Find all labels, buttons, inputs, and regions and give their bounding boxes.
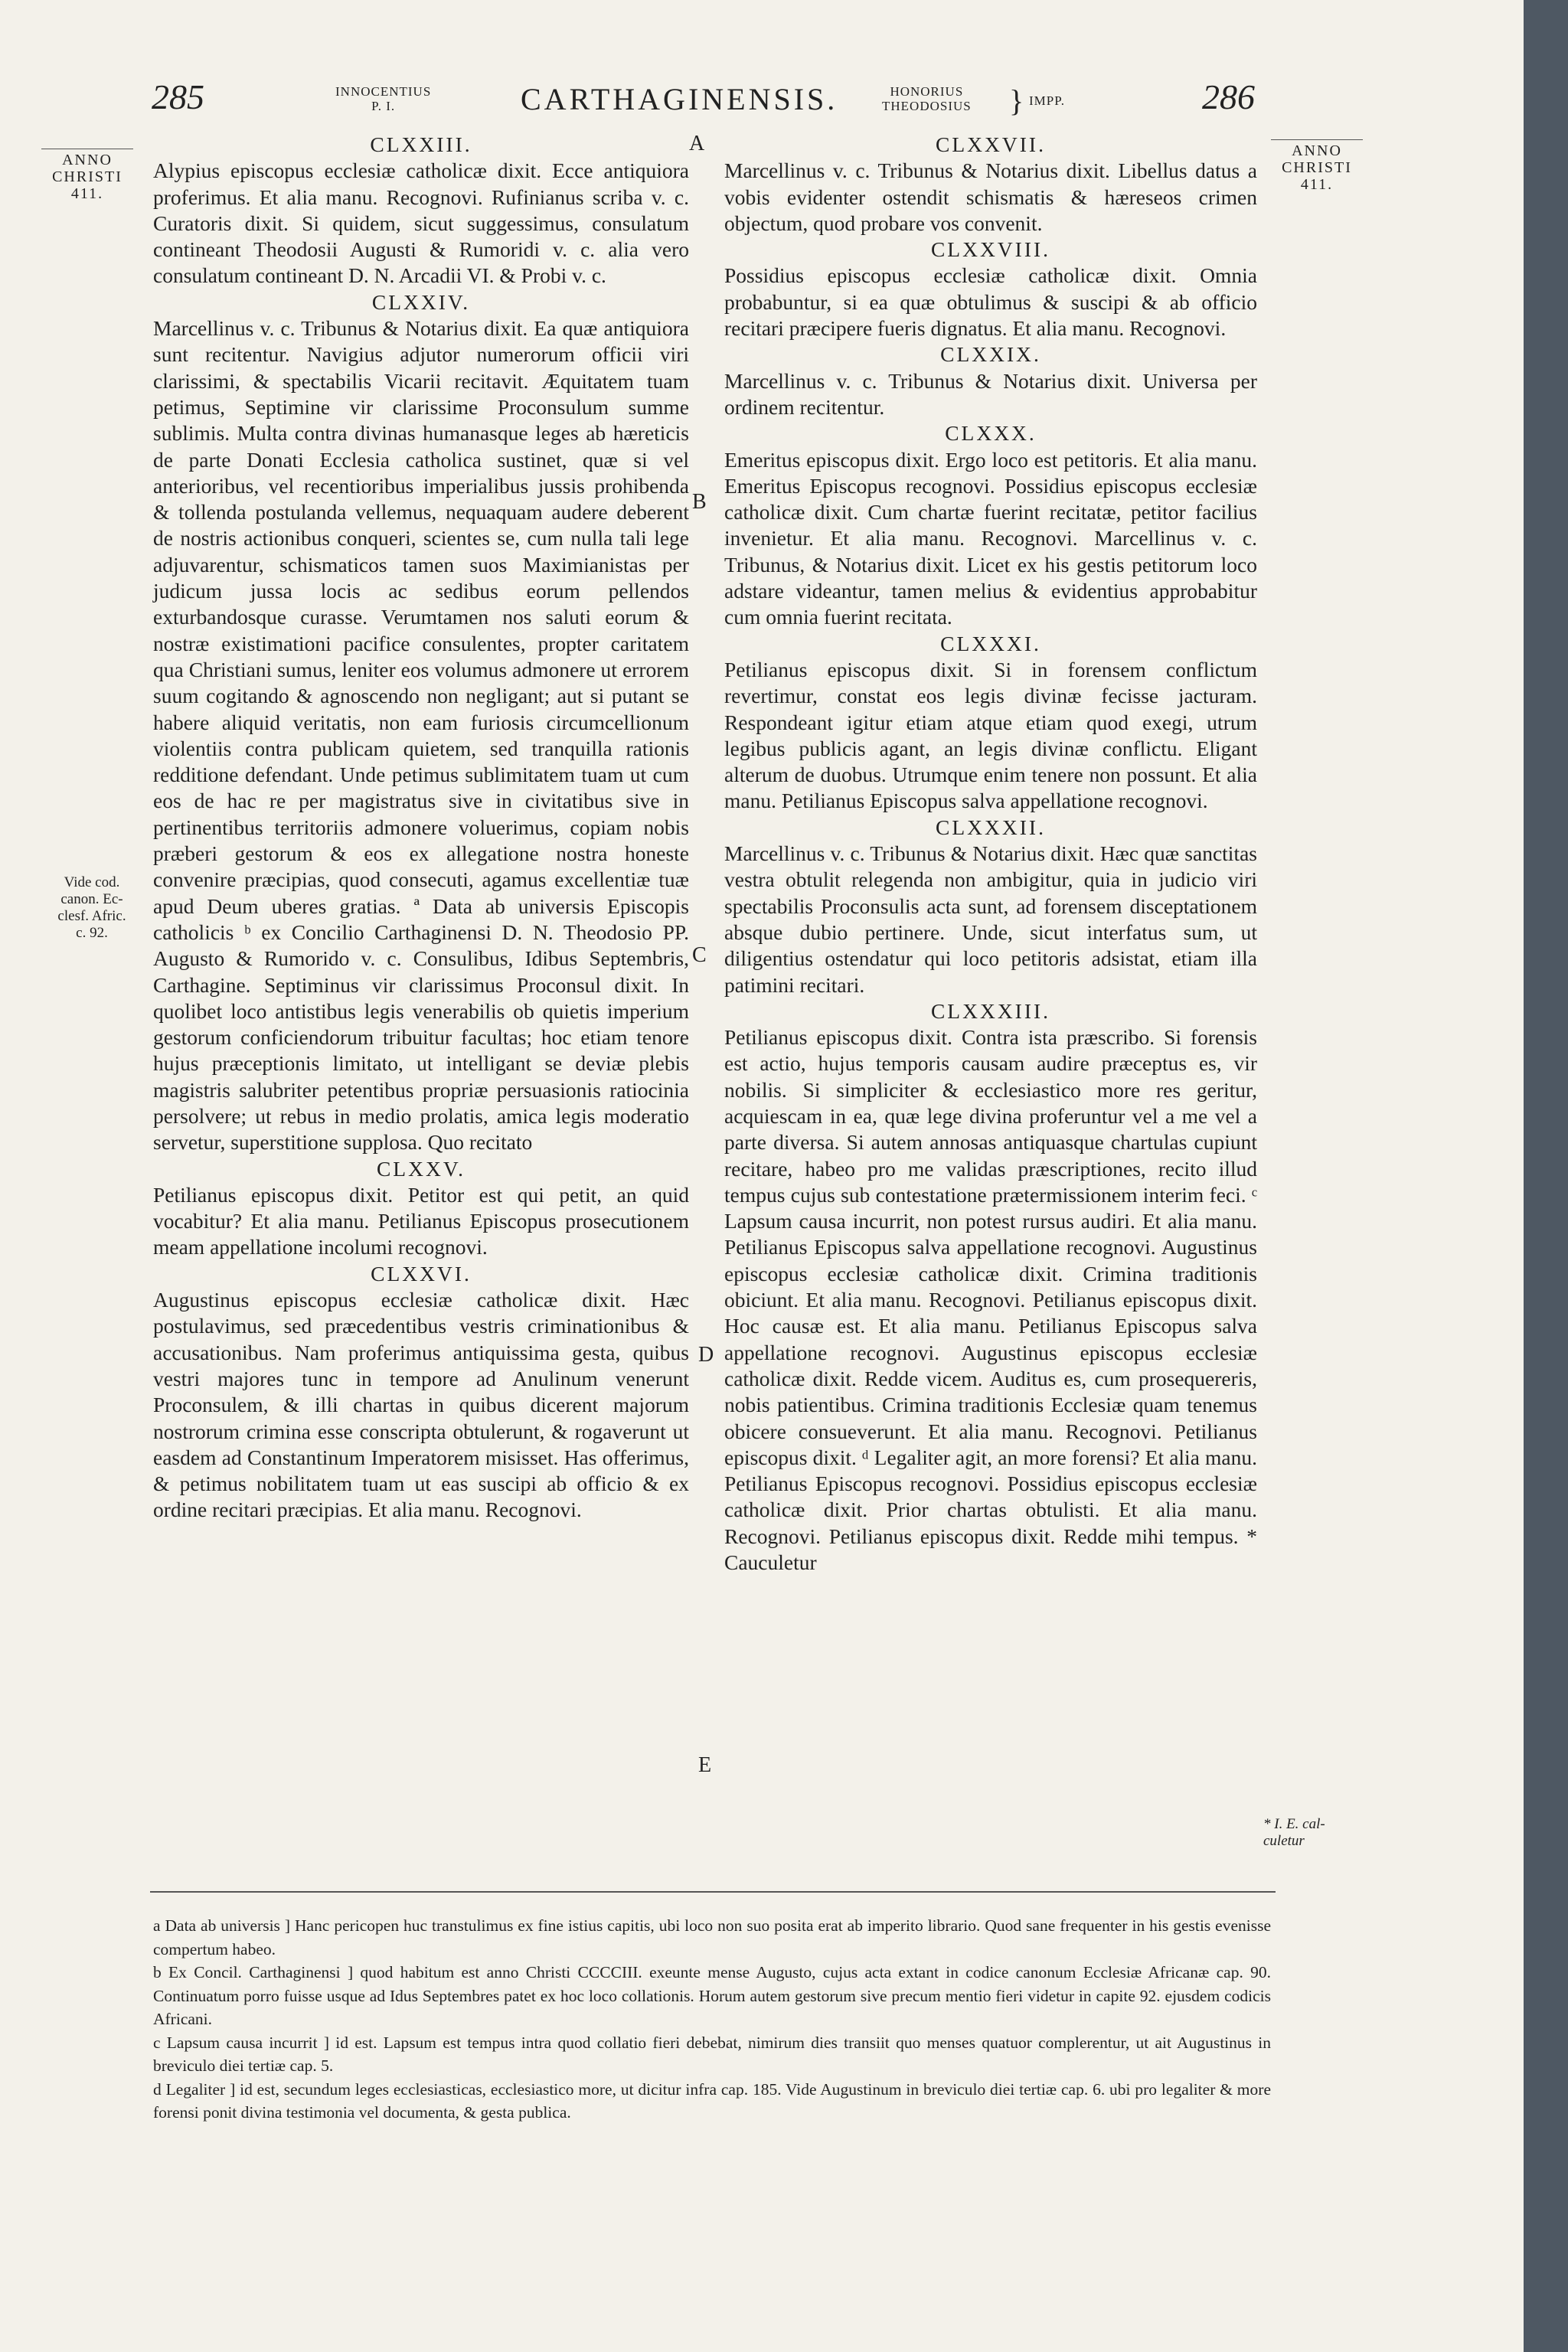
chapter-heading: CLXXVII. xyxy=(936,132,1046,156)
chapter-heading: CLXXVIII. xyxy=(930,237,1051,262)
paragraph: Petilianus episcopus dixit. Contra ista præscribo. Si forensis est actio, hujus temporis causam audire præceptus es, vir nobilis. Si simpliciter & ecclesiastico more res geritur, acquiescam in ea, quæ lege divina proferuntur vel a me vel a parte diversa. Si autem annosas antiquasque chartulas cupiunt recitare, habeo pro me validas præscriptiones, recito illud tempus cujus sub contestatione prætermissionem interim feci. ᶜ Lapsum causa incurrit, non potest rursus audiri. Et alia manu. Petilianus Episcopus salva appellatione recognovi. Augustinus episcopus ecclesiæ catholicæ dixit. Crimina traditionis obiciunt. Et alia manu. Recognovi. Petilianus episcopus dixit. Hoc causæ est. Et alia manu. Petilianus Episcopus salva appellatione recognovi. Augustinus episcopus ecclesiæ catholicæ dixit. Redde vicem. Auditus es, cum prosequereris, nobis patientibus. Crimina traditionis Ecclesiæ quam tenemus obicere consueverunt. Et alia manu. Recognovi. Petilianus episcopus dixit. ᵈ Legaliter agit, an more forensi? Et alia manu. Petilianus Episcopus recognovi. Possidius episcopus ecclesiæ catholicæ dixit. Prior chartas obtulisti. Et alia manu. Recognovi. Petilianus episcopus dixit. Redde mihi tempus. * Cauculetur xyxy=(724,1025,1257,1575)
section-letter-e: E xyxy=(698,1753,712,1777)
paragraph: Petilianus episcopus dixit. Si in forensem conflictum revertimur, constat eos legis divinæ fecisse jacturam. Respondeant igitur etiam atque etiam quod exegi, utrum legibus publicis agant, an legis divinæ conflictu. Eligant alterum de duobus. Utrumque enim tenere non possunt. Et alia manu. Petilianus Episcopus salva appellatione recognovi. xyxy=(724,657,1257,813)
anno-line: ANNO xyxy=(1292,142,1342,159)
footnotes xyxy=(153,1914,1271,2125)
footnote-d: d Legaliter ] id est, secundum leges ecclesiasticas, ecclesiastico more, ut dicitur infra cap. 185. Vide Augustinum in breviculo diei tertiæ cap. 6. ubi pro legaliter & more forensi ponit divina testimonia vel documenta, & gesta publica. xyxy=(153,2079,1271,2122)
margin-rule-right xyxy=(1271,139,1363,140)
chapter-heading: CLXXX. xyxy=(945,421,1037,446)
running-head-right-line2: THEODOSIUS xyxy=(882,99,972,113)
vide-line: c. 92. xyxy=(76,925,108,941)
anno-line: CHRISTI xyxy=(1282,159,1352,176)
scan-background-edge xyxy=(1524,0,1568,2352)
paragraph: Augustinus episcopus ecclesiæ catholicæ dixit. Hæc postulavimus, sed præcedentibus vestris criminationibus & accusationibus. Nam proferimus antiquissima gesta, quibus vestri majores tunc in tempore ad Anulinum venerunt Proconsulem, & illi chartas in quibus dicerent majorum nostrorum crimina esse conscripta obtulerunt, & rogaverunt ut easdem ad Constantinum Imperatorem misisset. Has offerimus, & petimus nobilitatem tuam ut eas suscipi ab officio & ex ordine recitari præcipias. Et alia manu. Recognovi. xyxy=(153,1288,689,1522)
vide-line: clesf. Afric. xyxy=(57,908,126,924)
page-number-left: 285 xyxy=(152,77,204,116)
anno-line: 411. xyxy=(70,185,104,202)
chapter-heading: CLXXIV. xyxy=(371,289,471,314)
paragraph: Petilianus episcopus dixit. Petitor est qui petit, an quid vocabitur? Et alia manu. Petilianus Episcopus prosecutionem meam appellatione incolumi recognovi. xyxy=(153,1182,689,1259)
paragraph: Marcellinus v. c. Tribunus & Notarius dixit. Universa per ordinem recitentur. xyxy=(724,368,1257,419)
paragraph: Possidius episcopus ecclesiæ catholicæ dixit. Omnia probabuntur, si ea quæ obtulimus & suscipi & ab officio recitari præcipere fueris dignatus. Et alia manu. Recognovi. xyxy=(724,263,1257,341)
anno-line: ANNO xyxy=(62,152,113,168)
section-letter-d: D xyxy=(698,1343,714,1367)
section-letter-b: B xyxy=(692,490,707,514)
chapter-heading: CLXXXIII. xyxy=(930,998,1051,1023)
paragraph: Emeritus episcopus dixit. Ergo loco est petitoris. Et alia manu. Emeritus Episcopus recognovi. Possidius episcopus ecclesiæ catholicæ dixit. Cum chartæ fuerint recitatæ, petitor facilius invenietur. Et alia manu. Recognovi. Marcellinus v. c. Tribunus, & Notarius dixit. Licet ex his gestis petitorum loco adstare videantur, tamen melius & evidentius approbabitur cum omnia fuerint recitata. xyxy=(724,447,1257,629)
chapter-heading: CLXXVI. xyxy=(371,1261,472,1285)
anno-line: CHRISTI xyxy=(52,168,122,185)
right-column xyxy=(724,132,1257,1576)
chapter-heading: CLXXIII. xyxy=(370,132,472,156)
section-letter-a: A xyxy=(689,132,705,155)
margin-anno-right xyxy=(1271,142,1363,193)
running-head-imp: IMPP. xyxy=(1029,93,1066,108)
brace-glyph: } xyxy=(1009,83,1024,118)
running-head-right-line1: HONORIUS xyxy=(890,84,964,99)
left-column xyxy=(153,132,689,1524)
paragraph: Marcellinus v. c. Tribunus & Notarius dixit. Libellus datus a vobis evidenter ostendit schismatis & hæreseos crimen objectum, quod probare vos convenit. xyxy=(724,158,1257,235)
page-number-right: 286 xyxy=(1202,77,1255,116)
footnote-rule xyxy=(150,1891,1276,1893)
running-title: CARTHAGINENSIS. xyxy=(521,82,838,116)
running-head-left-line1: INNOCENTIUS xyxy=(335,84,432,99)
paragraph: Marcellinus v. c. Tribunus & Notarius dixit. Ea quæ antiquiora sunt recitentur. Navigius adjutor numerorum officii viri clarissimi, & spectabilis Vicarii recitavit. Æquitatem tuam petimus, Septimine vir clarissime Proconsulum summe sublimis. Multa contra divinas humanasque leges ab hæreticis de parte Donati Ecclesia catholica sustinet, quæ si vel anterioribus, vel recentioribus imperialibus jussis prohibenda & tollenda postulanda vellemus, nequaquam audere deberent de nostris actionibus conqueri, scientes se, cum nulla tali lege adjuvarentur, schismaticos tamen suos Maximianistas per judicum jussa locis ac sedibus eorum pellendos exturbandosque curasse. Verumtamen nos saluti eorum & nostræ existimationi pacifice consulentes, propter caritatem qua Christiani sumus, leniter eos volumus admonere ut errorem suum cogitando & agnoscendo non negligant; aut si putant se habere aliquid veritatis, non eam furiosis circumcellionum violentiis contra publicam quietem, sed tranquilla rationis redditione defendant. Unde petimus sublimitatem tuam ut cum eos de hac re per magistratus sive in civitatibus sive in pertinentibus territoriis admonere voluerimus, copiam nobis præberi gestorum & eos ex allegatione nostra honeste convenire præcipias, quod consecuti, agamus excellentiæ tuæ apud Deum uberes gratias. ª Data ab universis Episcopis catholicis ᵇ ex Concilio Carthaginensi D. N. Theodosio PP. Augusto & Rumorido v. c. Consulibus, Idibus Septembris, Carthagine. Septiminus vir clarissimus Proconsul dixit. In quolibet loco antistibus legis venerabilis ob quietis imperium gestorum conficiendorum tribuitur facultas; hoc etiam tenore hujus præceptionis limitato, ut intelligant se deviæ plebis magistris salubriter petentibus propriæ persuasionis ratiocinia persolvere; ut rebus in medio prolatis, amica legis moderatio servetur, superstitione supplosa. Quo recitato xyxy=(153,316,689,1155)
chapter-heading: CLXXV. xyxy=(376,1156,466,1181)
chapter-heading: CLXXIX. xyxy=(940,342,1041,367)
footnote-b: b Ex Concil. Carthaginensi ] quod habitum est anno Christi CCCCIII. exeunte mense Augusto, cujus acta extant in codice canonum Ecclesiæ Africanæ cap. 90. Continuatum porro fuisse usque ad Idus Septembres patet ex hoc loco collationis. Horum autem gestorum sive precum mentio fieri videtur in capite 92. ejusdem codicis Africani. xyxy=(153,1963,1271,2028)
vide-line: Vide cod. xyxy=(64,874,120,890)
margin-side-note xyxy=(1263,1816,1348,1850)
paragraph: Marcellinus v. c. Tribunus & Notarius dixit. Hæc quæ sanctitas vestra obtulit relegenda non ambigitur, quia in judicio viri spectabilis Proconsulis acta sunt, ad forensem disceptationem absque dubio pertinere. Unde, sicut interfatus sum, ut diligentius ostendatur qui loco petitoris adsistat, etiam illa patimini recitari. xyxy=(724,841,1257,997)
margin-vide-note xyxy=(38,874,145,942)
anno-line: 411. xyxy=(1300,176,1334,193)
section-letter-c: C xyxy=(692,943,707,967)
chapter-heading: CLXXXII. xyxy=(936,815,1046,839)
running-head-left-line2: P. I. xyxy=(371,99,396,113)
vide-line: canon. Ec- xyxy=(60,891,123,907)
chapter-heading: CLXXXI. xyxy=(940,631,1041,655)
running-head-left xyxy=(335,84,431,113)
footnote-a: a Data ab universis ] Hanc pericopen huc transtulimus ex fine istius capitis, ubi loco non suo posita erat ab imperito librario. Quod sane frequenter in his gestis evenisse compertum habeo. xyxy=(153,1916,1271,1958)
running-head-right xyxy=(882,84,972,113)
side-note-line: culetur xyxy=(1263,1833,1305,1849)
footnote-c: c Lapsum causa incurrit ] id est. Lapsum est tempus intra quod collatio fieri debebat, nimirum dies transiit quo menses quatuor complerentur, ut ait Augustinus in breviculo diei tertiæ cap. 5. xyxy=(153,2033,1271,2075)
margin-anno-left xyxy=(41,152,133,202)
side-note-line: * I. E. cal- xyxy=(1263,1816,1325,1832)
paragraph: Alypius episcopus ecclesiæ catholicæ dixit. Ecce antiquiora proferimus. Et alia manu. Recognovi. Rufinianus scriba v. c. Curatoris dixit. Si quidem, sicut suggessimus, consulatum contineant Theodosii Augusti & Rumoridi v. c. alia vero consulatum contineant D. N. Arcadii VI. & Probi v. c. xyxy=(153,158,689,288)
